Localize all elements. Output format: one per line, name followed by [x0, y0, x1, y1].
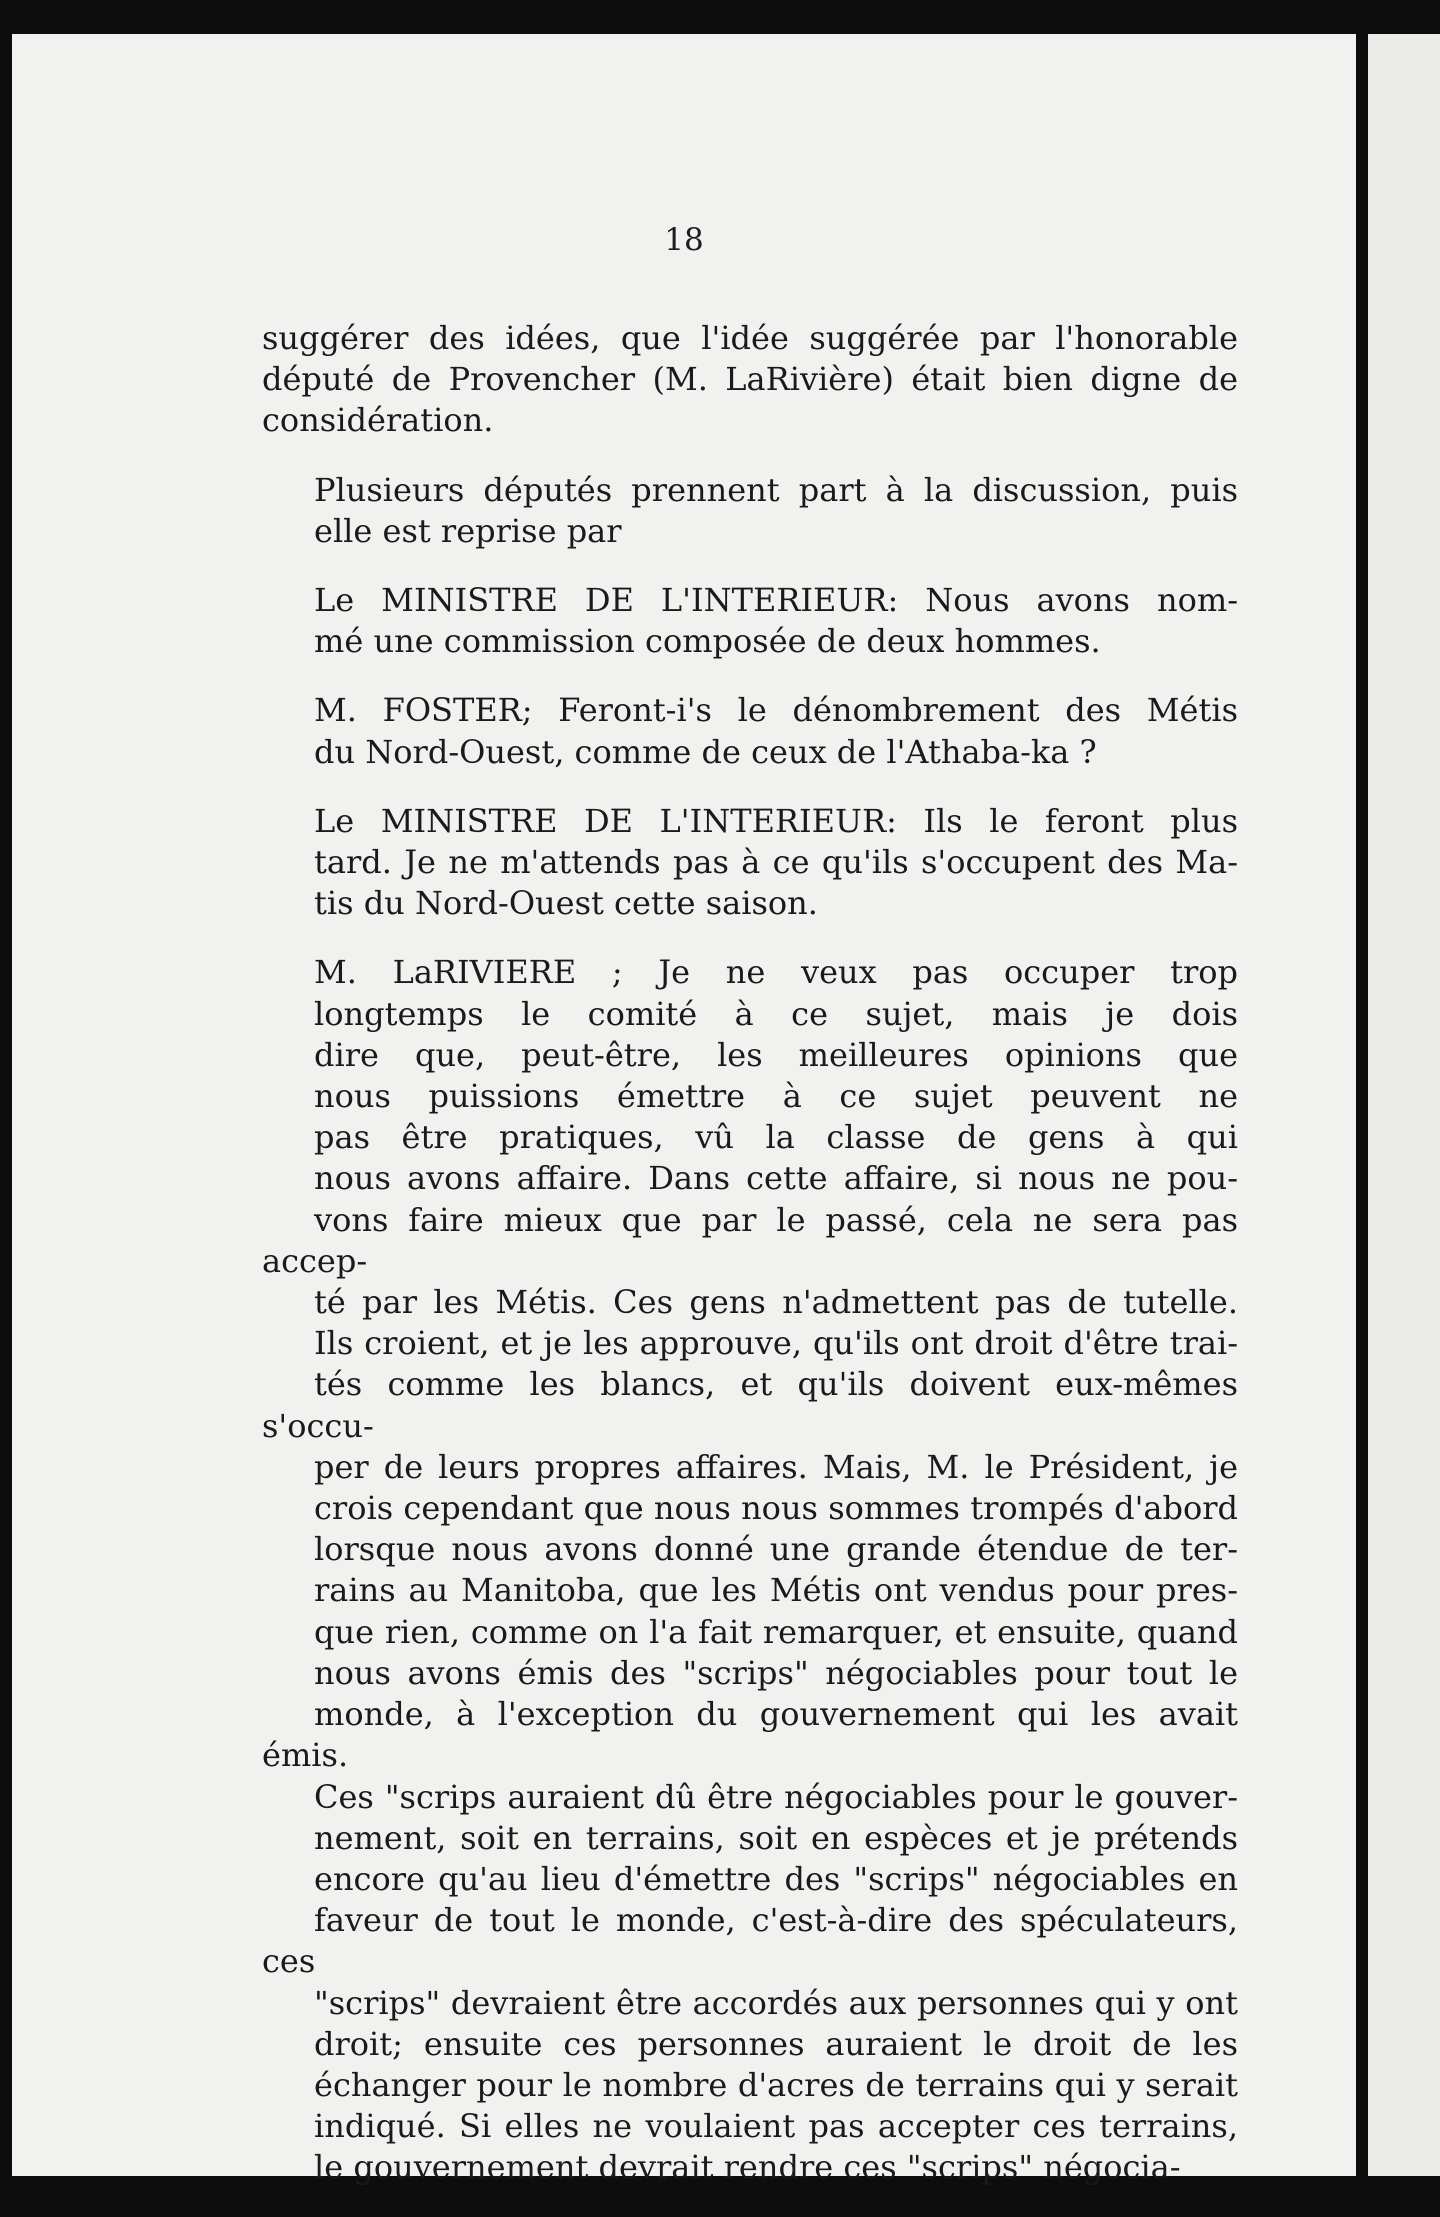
adjacent-page-edge: [1368, 34, 1440, 2176]
text-line: droit; ensuite ces personnes auraient le droit de les: [314, 2024, 1238, 2063]
text-line: Ils croient, et je les approuve, qu'ils ont droit d'être trai-: [314, 1324, 1238, 1363]
paragraph-p4: [262, 690, 1238, 772]
text-line: té par les Métis. Ces gens n'admettent pas de tutelle.: [314, 1283, 1238, 1322]
text-line: nement, soit en terrains, soit en espèces et je prétends: [314, 1818, 1238, 1857]
text-line: Le MINISTRE DE L'INTERIEUR: Nous avons nom-: [314, 581, 1238, 620]
text-line: indiqué. Si elles ne voulaient pas accepter ces terrains,: [314, 2107, 1238, 2146]
text-line: M. LaRIVIERE ; Je ne veux pas occuper trop: [314, 953, 1238, 992]
text-line: monde, à l'exception du gouvernement qui les avait émis.: [262, 1695, 1238, 1775]
page-number: 18: [664, 222, 704, 258]
text-line: faveur de tout le monde, c'est-à-dire des spéculateurs, ces: [262, 1901, 1238, 1981]
paragraph-p2: [262, 470, 1238, 552]
text-line: "scrips" devraient être accordés aux personnes qui y ont: [314, 1983, 1238, 2022]
text-line: per de leurs propres affaires. Mais, M. le Président, je: [314, 1447, 1238, 1486]
text-line: M. FOSTER; Feront-i's le dénombrement des Métis: [314, 691, 1238, 730]
text-line: pas être pratiques, vû la classe de gens à qui: [314, 1118, 1238, 1157]
text-line: mé une commission composée de deux hommes.: [314, 622, 1101, 661]
document-page: [12, 34, 1356, 2187]
text-line: nous avons affaire. Dans cette affaire, si nous ne pou-: [314, 1159, 1238, 1198]
text-line: nous puissions émettre à ce sujet peuvent ne: [314, 1077, 1238, 1116]
text-line: tard. Je ne m'attends pas à ce qu'ils s'occupent des Ma-: [314, 843, 1238, 882]
paragraph-p1: [262, 318, 1238, 442]
text-line: suggérer des idées, que l'idée suggérée par l'honorable: [262, 319, 1238, 357]
text-line: longtemps le comité à ce sujet, mais je dois: [314, 994, 1238, 1033]
text-line: échanger pour le nombre d'acres de terrains qui y serait: [314, 2065, 1238, 2104]
paragraph-p3: [262, 580, 1238, 662]
text-line: que rien, comme on l'a fait remarquer, et ensuite, quand: [314, 1612, 1238, 1651]
text-line: tis du Nord-Ouest cette saison.: [314, 884, 818, 923]
text-line: rains au Manitoba, que les Métis ont vendus pour pres-: [314, 1571, 1238, 1610]
text-line: nous avons émis des "scrips" négociables pour tout le: [314, 1653, 1238, 1692]
text-line: tés comme les blancs, et qu'ils doivent eux-mêmes s'occu-: [262, 1365, 1238, 1445]
body-text: [262, 318, 1238, 2217]
text-line: du Nord-Ouest, comme de ceux de l'Athaba-ka ?: [314, 732, 1097, 771]
text-line: vons faire mieux que par le passé, cela ne sera pas accep-: [262, 1200, 1238, 1280]
text-line: le gouvernement devrait rendre ces "scrips" négocia-: [314, 2148, 1181, 2187]
text-line: lorsque nous avons donné une grande étendue de ter-: [314, 1530, 1238, 1569]
text-line: encore qu'au lieu d'émettre des "scrips" négociables en: [314, 1859, 1238, 1898]
paragraph-p6: [262, 952, 1238, 2188]
text-line: Le MINISTRE DE L'INTERIEUR: Ils le feront plus: [314, 801, 1238, 840]
text-line: crois cependant que nous nous sommes trompés d'abord: [314, 1489, 1238, 1528]
text-line: dire que, peut-être, les meilleures opinions que: [314, 1035, 1238, 1074]
text-line: député de Provencher (M. LaRivière) était bien digne de: [262, 360, 1238, 399]
text-line: considération.: [262, 401, 494, 440]
paragraph-p5: [262, 801, 1238, 925]
text-line: elle est reprise par: [314, 511, 622, 550]
text-line: Ces "scrips auraient dû être négociables pour le gouver-: [314, 1777, 1238, 1816]
text-line: Plusieurs députés prennent part à la discussion, puis: [314, 470, 1238, 509]
